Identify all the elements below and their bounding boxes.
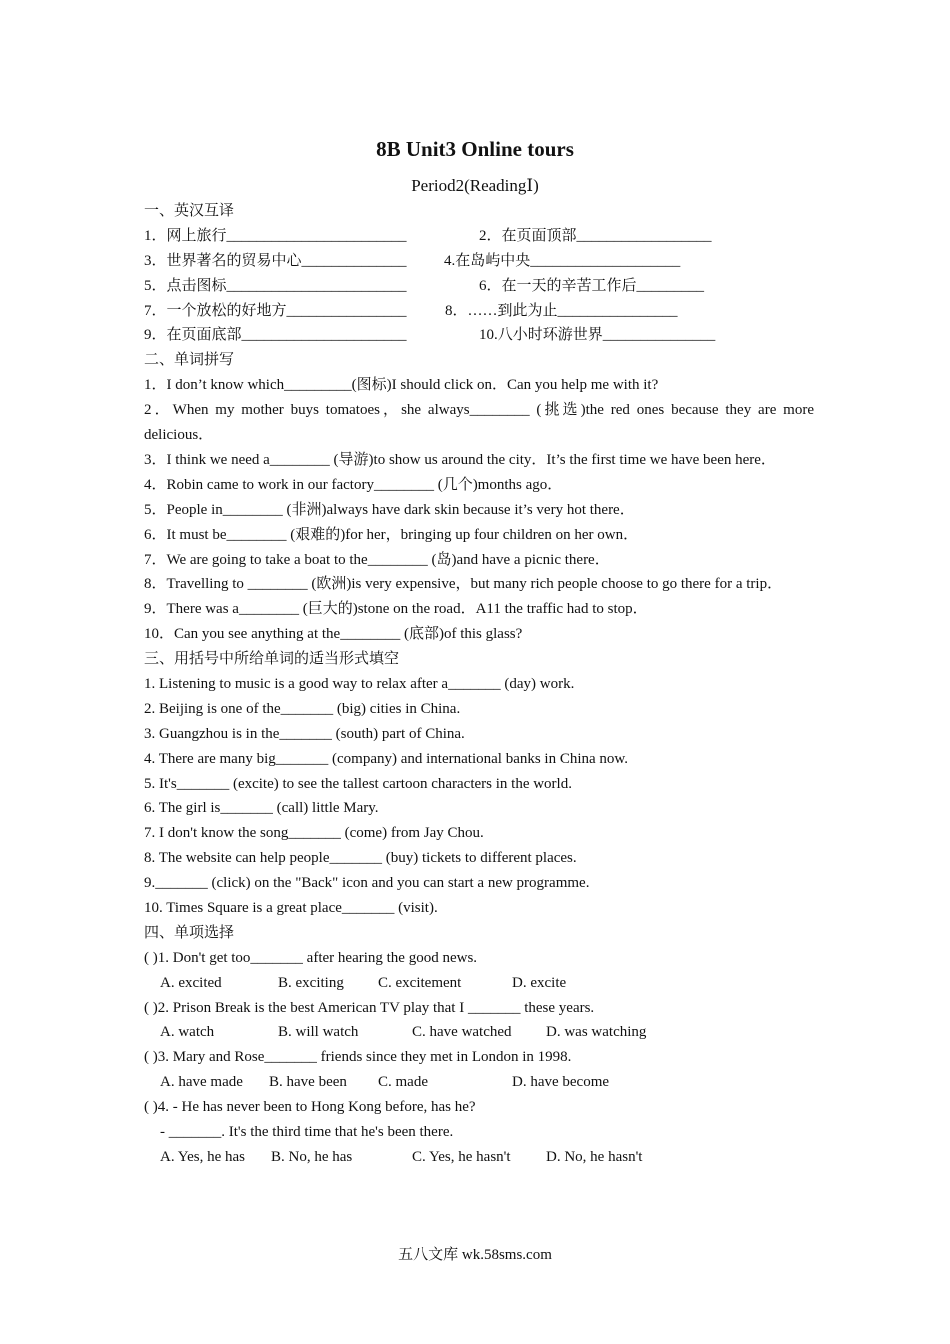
translation-item: 9．在页面底部______________________ <box>144 327 407 344</box>
section2-heading: 二、单词拼写 <box>144 352 235 369</box>
spelling-item: 4．Robin came to work in our factory________ (几个)months ago． <box>144 476 563 493</box>
option-c: C. excitement <box>378 974 462 991</box>
question-stem: ( )4. - He has never been to Hong Kong before, has he? <box>144 1099 476 1116</box>
fill-in-item: 3. Guangzhou is in the_______ (south) part of China. <box>144 725 465 742</box>
option-a: A. Yes, he has <box>160 1148 246 1165</box>
translation-item: 7．一个放松的好地方________________ <box>144 302 407 319</box>
spelling-item: 3．I think we need a________ (导游)to show us around the city．It’s the first time we have been here． <box>144 451 776 468</box>
translation-item: 8．……到此为止________________ <box>445 302 678 319</box>
option-d: D. No, he hasn't <box>546 1148 643 1165</box>
page-subtitle: Period2(ReadingⅠ) <box>411 176 539 195</box>
option-d: D. was watching <box>546 1024 647 1041</box>
fill-in-item: 1. Listening to music is a good way to relax after a_______ (day) work. <box>144 675 575 692</box>
fill-in-item: 2. Beijing is one of the_______ (big) cities in China. <box>144 700 461 717</box>
translation-item: 10.八小时环游世界_______________ <box>479 327 716 344</box>
option-b: B. exciting <box>278 974 344 991</box>
translation-item: 4.在岛屿中央____________________ <box>444 252 681 269</box>
translation-item: 3．世界著名的贸易中心______________ <box>144 252 407 269</box>
translation-row <box>144 299 814 324</box>
question-stem: ( )1. Don't get too_______ after hearing the good news. <box>144 949 478 966</box>
question-options <box>144 1070 814 1095</box>
section3-heading: 三、用括号中所给单词的适当形式填空 <box>144 651 400 668</box>
translation-item: 1．网上旅行________________________ <box>144 227 407 244</box>
option-d: D. have become <box>512 1074 610 1091</box>
option-c: C. have watched <box>412 1024 512 1041</box>
option-b: B. have been <box>269 1074 347 1091</box>
spelling-item: 5．People in________ (非洲)always have dark skin because it’s very hot there． <box>144 501 635 518</box>
question-options <box>144 971 814 996</box>
fill-in-item: 10. Times Square is a great place_______ (visit). <box>144 900 438 916</box>
spelling-item: 2．When my mother buys tomatoes，she always________ (挑选)the red ones because they are more delicious． <box>144 402 814 444</box>
question-stem: ( )3. Mary and Rose_______ friends since they met in London in 1998. <box>144 1049 572 1066</box>
question-options <box>144 1020 814 1045</box>
option-b: B. will watch <box>278 1024 359 1041</box>
translation-item: 5．点击图标________________________ <box>144 277 407 294</box>
option-c: C. Yes, he hasn't <box>412 1148 511 1165</box>
question-options <box>144 1145 814 1170</box>
question-stem-response: - _______. It's the third time that he's been there. <box>160 1124 454 1141</box>
fill-in-item: 8. The website can help people_______ (buy) tickets to different places. <box>144 850 577 867</box>
fill-in-item: 6. The girl is_______ (call) little Mary. <box>144 800 379 817</box>
spelling-item: 1．I don’t know which_________(图标)I should click on．Can you help me with it? <box>144 377 659 394</box>
spelling-item: 8．Travelling to ________ (欧洲)is very expensive，but many rich people choose to go there for a trip． <box>144 576 783 593</box>
fill-in-item: 7. I don't know the song_______ (come) from Jay Chou. <box>144 825 484 842</box>
translation-item: 2．在页面顶部__________________ <box>479 227 712 244</box>
spelling-item: 9．There was a________ (巨大的)stone on the road．A11 the traffic had to stop． <box>144 601 648 618</box>
option-a: A. watch <box>160 1024 215 1041</box>
spelling-item: 10．Can you see anything at the________ (底部)of this glass? <box>144 626 523 643</box>
footer-watermark: 五八文库 wk.58sms.com <box>398 1247 552 1263</box>
option-b: B. No, he has <box>271 1148 353 1165</box>
translation-row <box>144 274 814 299</box>
section1-heading: 一、英汉互译 <box>144 203 235 219</box>
option-c: C. made <box>378 1074 428 1091</box>
translation-item: 6．在一天的辛苦工作后_________ <box>479 277 705 294</box>
translation-row <box>144 224 814 249</box>
translation-row <box>144 323 814 348</box>
translation-row <box>144 249 814 274</box>
fill-in-item: 5. It's_______ (excite) to see the tallest cartoon characters in the world. <box>144 775 572 792</box>
option-d: D. excite <box>512 974 567 991</box>
option-a: A. excited <box>160 974 222 991</box>
spelling-item: 6．It must be________ (艰难的)for her，bringing up four children on her own． <box>144 526 639 543</box>
fill-in-item: 4. There are many big_______ (company) and international banks in China now. <box>144 750 629 767</box>
fill-in-item: 9._______ (click) on the "Back" icon and you can start a new programme. <box>144 875 590 892</box>
question-stem: ( )2. Prison Break is the best American TV play that I _______ these years. <box>144 999 595 1016</box>
section4-heading: 四、单项选择 <box>144 924 235 941</box>
option-a: A. have made <box>160 1074 243 1091</box>
worksheet-body <box>144 199 814 1170</box>
page-title: 8B Unit3 Online tours <box>376 137 574 161</box>
spelling-item: 7．We are going to take a boat to the________ (岛)and have a picnic there． <box>144 551 610 568</box>
